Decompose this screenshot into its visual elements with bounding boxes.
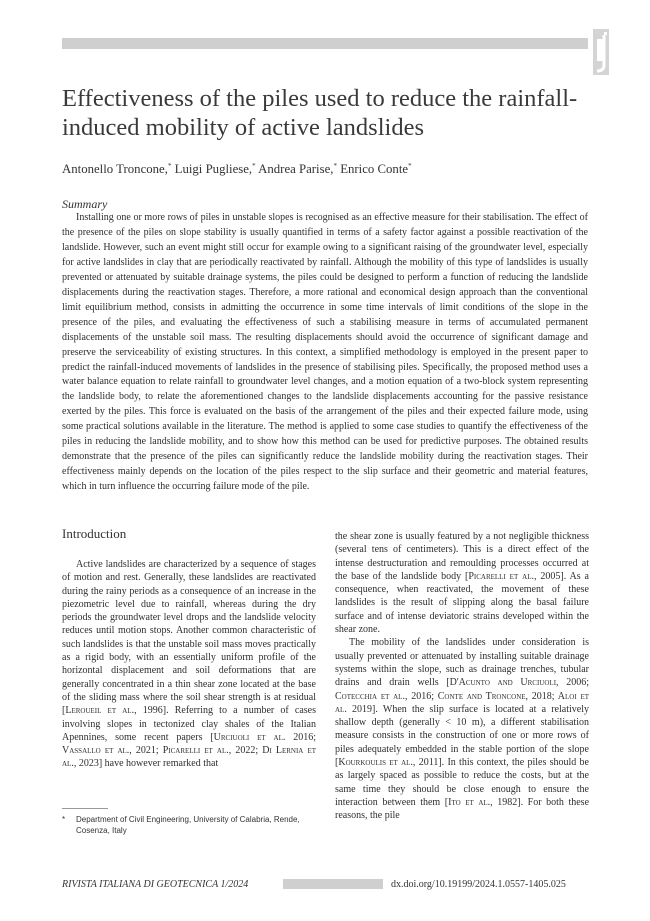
affiliation-mark: * (408, 162, 412, 170)
affiliation-mark: * (167, 162, 172, 170)
text-run: ]. As a consequence, when reactivated, the movement of these landslides is the result of slipping along the basal failure surface and of intense deviatoric strains developed within the shear zone. (335, 570, 589, 636)
citation-link[interactable]: Leroueil et al., 1996 (65, 705, 163, 717)
author-name: Luigi Pugliese, (174, 162, 253, 176)
introduction-heading: Introduction (62, 526, 127, 541)
left-column (62, 558, 316, 771)
text-run: ] have however remarked that (98, 758, 219, 770)
journal-name: RIVISTA ITALIANA DI GEOTECNICA 1/2024 (62, 879, 249, 890)
citation-link[interactable]: Urciuoli et al. 2016; Vassallo et al., 2021; Picarelli et al., 2022; Di Lernia et al., 2023 (62, 731, 316, 770)
text-run: Active landslides are characterized by a sequence of stages of motion and rest. Generally, these landslides are reactivated during the rainy periods as a consequence of an increase in the piezometric level due to rainfall, whereas during the dry periods the groundwater level drops and the landslide velocity reduces until motion stops. Another common characteristic of such landslides is that the unstable soil mass moves practically as a rigid body, with an essentially uniform profile of the horizontal displacement and soil deformations that are generally concentrated in a thin shear zone located at the base of the sliding mass where the soil shear strength is at residual [ (62, 559, 316, 717)
citation-link[interactable]: D'Acunto and Urciuoli, 2006; Cotecchia et al., 2016; Conte and Troncone, 2018; Aloi et al. 2019 (335, 677, 589, 715)
citation-link[interactable]: Picarelli et al., 2005 (468, 570, 561, 582)
text-run: The mobility of the landslides under consideration is usually prevented or attenuated by installing suitable drainage systems within the slope, such as drainage trenches, tubular drains and drain wells [ (335, 637, 589, 689)
affiliation-mark: * (252, 162, 256, 170)
text-run: ]. In this context, the piles should be as largely spaced as possible to reduce the costs, but at the same time they should be close enough to ensure the interaction between them [ (335, 757, 589, 808)
author-list (62, 162, 582, 177)
footer-bar (283, 879, 383, 889)
footnote-mark: * (62, 815, 66, 824)
paragraph (62, 558, 316, 771)
footnote-line: Department of Civil Engineering, University of Calabria, Rende, (76, 815, 300, 824)
citation-link[interactable]: Kourkoulis et al., 2011 (338, 757, 439, 769)
paper-title: Effectiveness of the piles used to reduce the rainfall-induced mobility of active landslides (62, 85, 578, 141)
affiliation-mark: * (333, 162, 337, 170)
text-run: ]. Referring to a number of cases involving slopes in tectonized clay shales of the Italian Apennines, some recent papers [ (62, 705, 316, 743)
footnote-line: Cosenza, Italy (76, 826, 127, 835)
journal-logo-icon (593, 29, 609, 75)
author-name: Antonello Troncone, (62, 162, 168, 176)
paragraph (335, 636, 589, 822)
summary-text: Installing one or more rows of piles in unstable slopes is recognised as an effective measure for their stabilisation. The effect of the presence of the piles on slope stability is usually quantified in terms of a safety factor against a possible reactivation of the landslide. However, such an event might still occur for example owing to a significant raising of the groundwater level, especially for active landslides in clay that are periodically reactivated by rainfall. Although the mobility of this type of landslides is usually prevented or attenuated by suitable drainage systems, the piles could be designed to perform a function of reducing the landslide displacements during the reactivation stages. Therefore, a more rational and economical design approach than the conventional limit equilibrium method, consists in admitting the occurrence in some time intervals of limit conditions of the slope in the presence of the piles, and evaluating the effectiveness of such a stabilising measure in terms of accumulated permanent displacements of the unstable soil mass. The resulting displacements should avoid the occurrence of significant damage and preserve the serviceability of existing structures. In this context, a simplified methodology is employed in the present paper to predict the rainfall-induced movements of landslides in the presence of stabilising piles. Specifically, the proposed method uses a water balance equation to relate rainfall to groundwater level changes, and a motion equation of a two-block system representing the landslide body, to relate the aforementioned changes to the landslide displacements accounting for the passive resistance exerted by the piles. This force is evaluated on the basis of the arrangement of the piles and their expected failure mode, using some practical solutions available in the literature. The method is applied to some case studies to quantify the effectiveness of the piles in reducing the landslide mobility, and to show how this method can be used for predictive purposes. The obtained results demonstrate that the presence of the piles can significantly reduce the landslide mobility during the reactivation stages. Their effectiveness mainly depends on the location of the piles respect to the slip surface and their geometric and material features, which in turn influence the occurring failure mode of the pile. (62, 212, 588, 493)
text-run: ]. For both these reasons, the pile (335, 796, 590, 822)
header-bar (62, 38, 588, 49)
doi-link[interactable]: dx.doi.org/10.19199/2024.1.0557-1405.025 (391, 879, 566, 890)
text-run: the shear zone is usually featured by a not negligible thickness (several tens of centimeters). This is a direct effect of the intense destructuration and remoulding processes occurred at the base of the landslide body [ (335, 531, 589, 582)
author-name: Andrea Parise, (258, 162, 334, 176)
affiliation-footnote (62, 814, 316, 836)
summary-heading: Summary (62, 197, 108, 211)
author-name: Enrico Conte (340, 162, 409, 176)
text-run: ]. When the slip surface is located at a relatively shallow depth (generally < 10 m), a different stabilisation measure consists in the construction of one or more rows of piles adequately embedded in the stable portion of the slope [ (335, 703, 589, 769)
footnote-rule (62, 808, 108, 809)
paragraph (335, 530, 589, 636)
right-column (335, 530, 589, 823)
citation-link[interactable]: Ito et al., 1982 (448, 796, 518, 808)
